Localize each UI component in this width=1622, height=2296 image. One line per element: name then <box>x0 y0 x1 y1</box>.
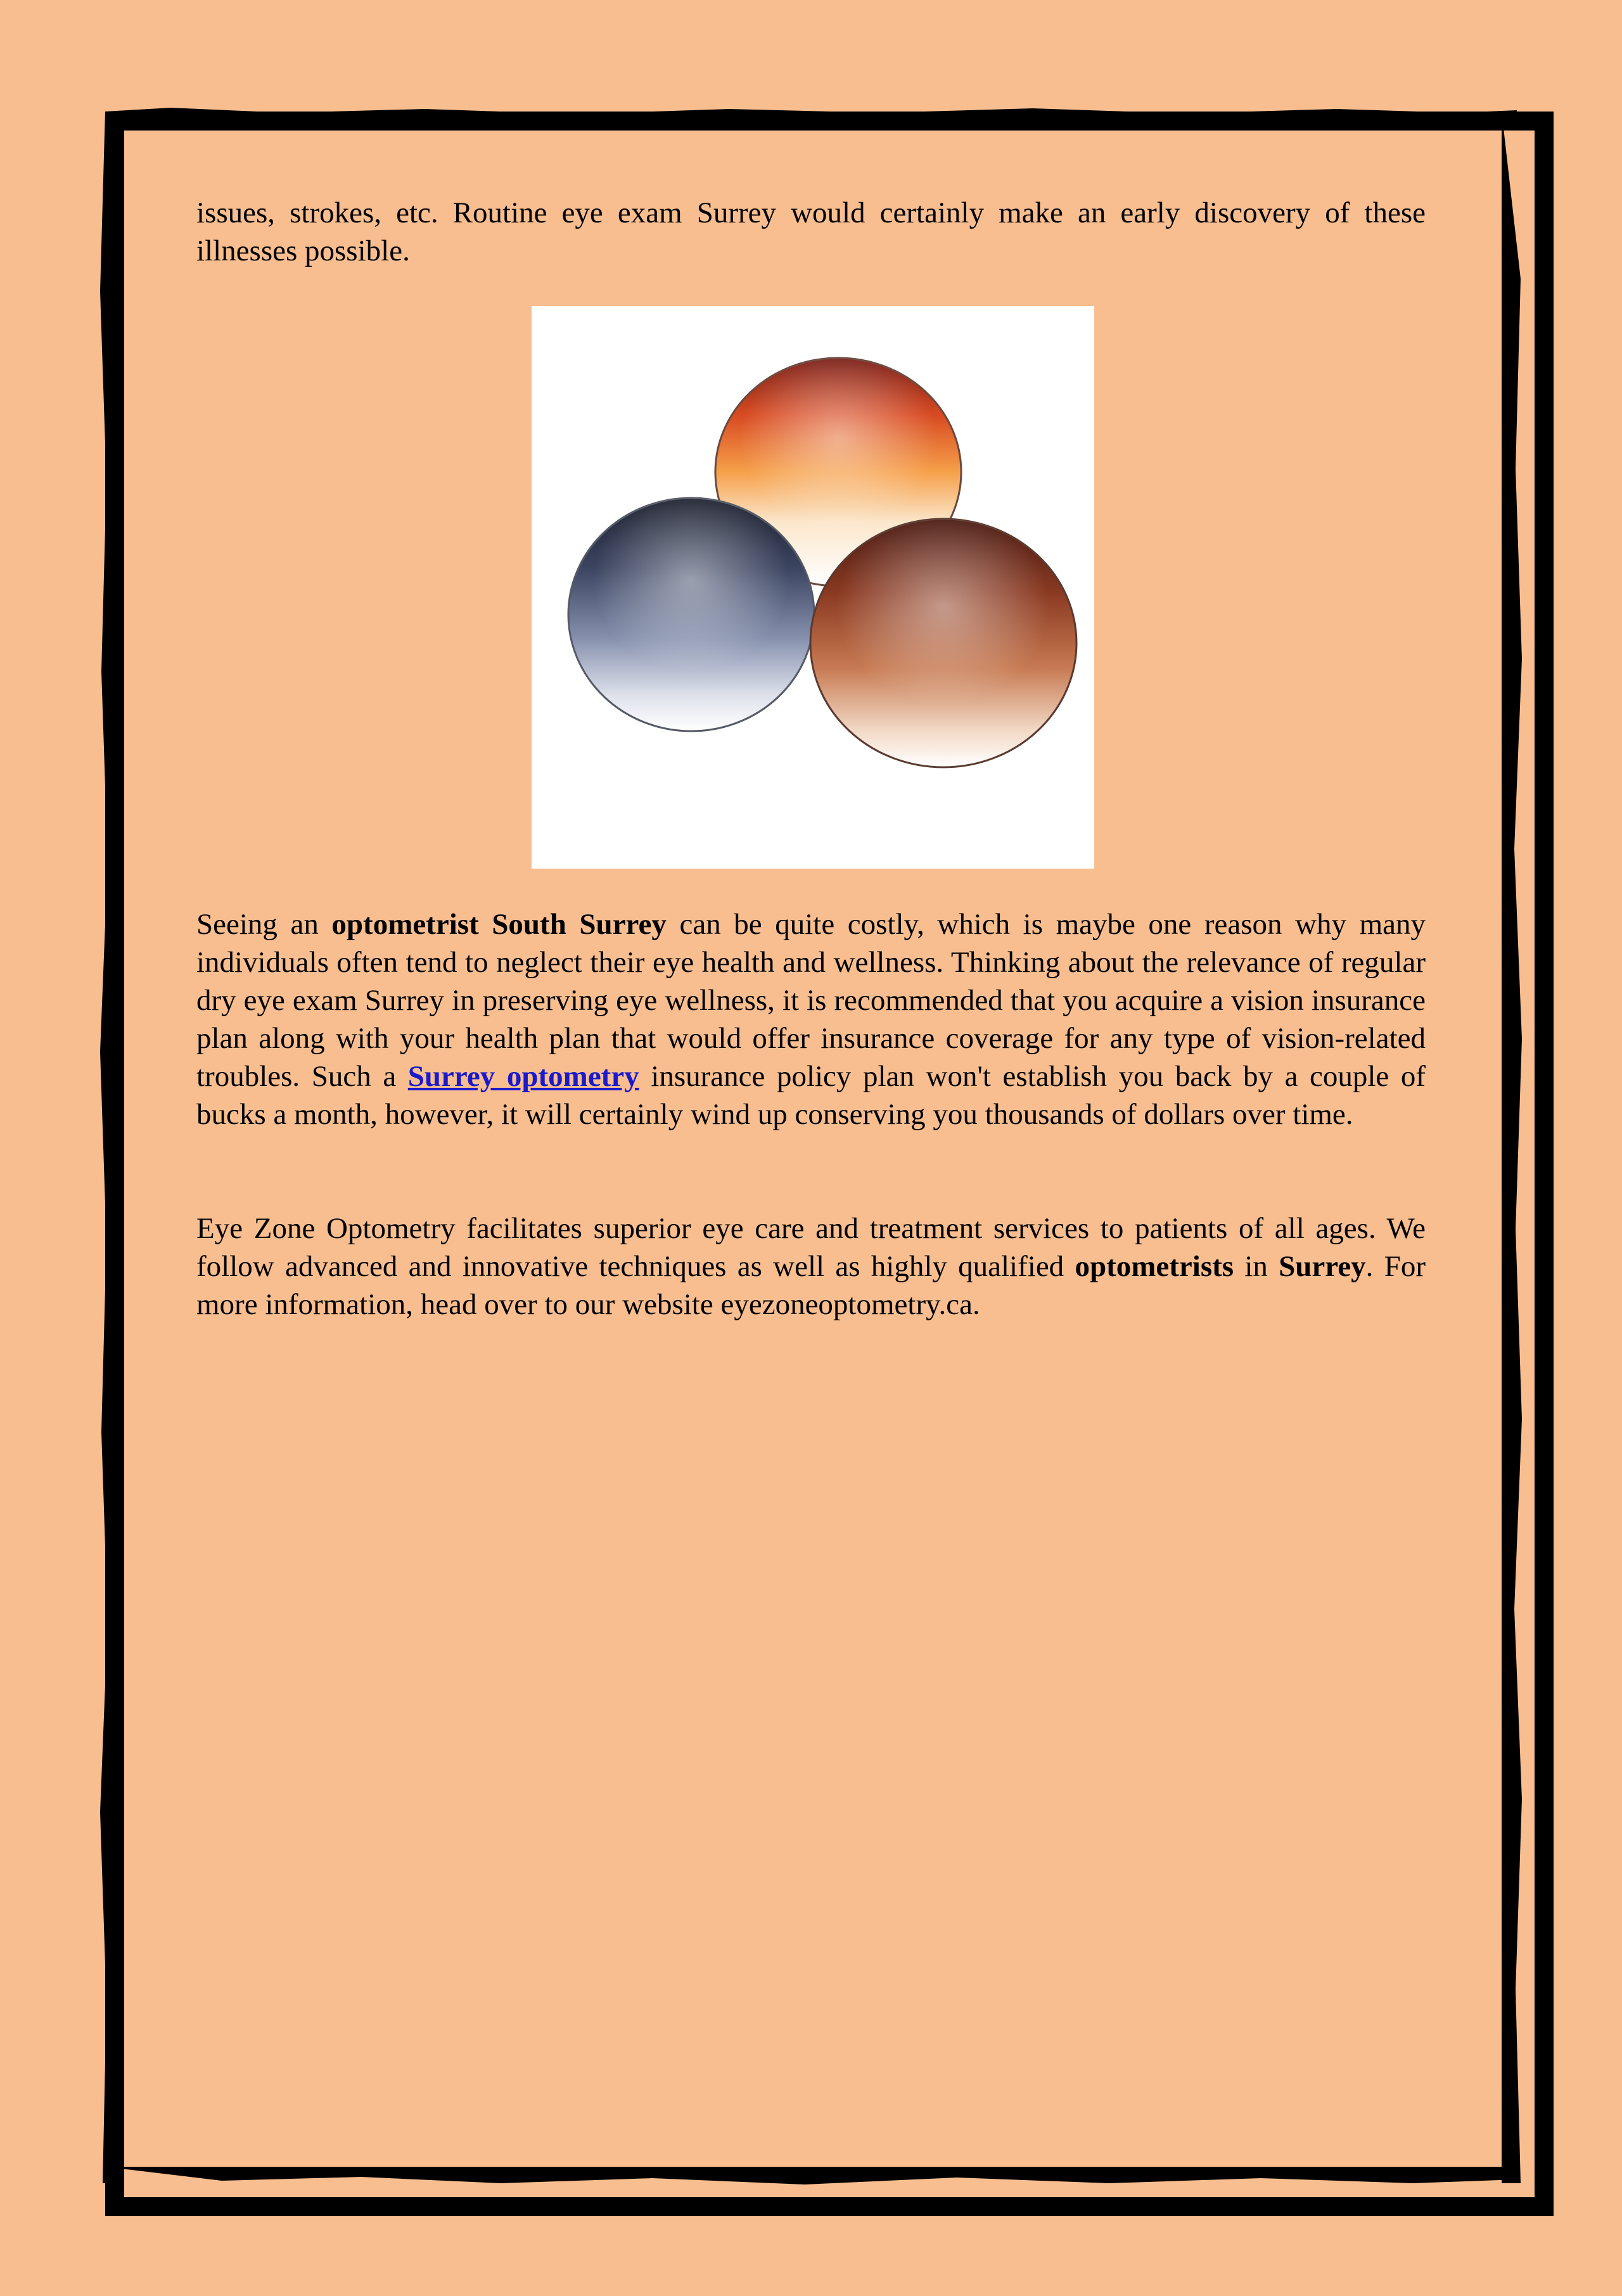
tinted-lenses-image <box>532 306 1094 869</box>
text-run: Seeing an <box>196 908 332 941</box>
bold-keyword-optometrist-south-surrey: optometrist South Surrey <box>331 908 667 941</box>
bold-keyword-optometrists: optometrists <box>1075 1250 1234 1283</box>
text-run: . For more information, head over to our website eyezoneoptometry.ca. <box>196 1250 1426 1321</box>
paragraph-insurance <box>196 905 1426 1133</box>
surrey-optometry-link[interactable]: Surrey optometry <box>407 1060 639 1093</box>
text-run: insurance policy plan won't establish you back by a couple of bucks a month, however, it will certainly wind up conserving you thousands of dollars over time. <box>196 1060 1426 1131</box>
text-run: in <box>1234 1250 1279 1283</box>
text-run: Eye Zone Optometry facilitates superior eye care and treatment services to patients of all ages. We follow advanced and innovative techniques as well as highly qualified <box>196 1212 1426 1283</box>
bold-keyword-surrey: Surrey <box>1279 1250 1366 1283</box>
document-body <box>196 194 1426 1323</box>
paragraph-about-eye-zone <box>196 1209 1426 1323</box>
text-run: can be quite costly, which is maybe one reason why many individuals often tend to neglect their eye health and wellness. Thinking about the relevance of regular dry eye exam Surrey in preserving eye wellness, it is recommended that you acquire a vision insurance plan along with your health plan that would offer insurance coverage for any type of vision-related troubles. Such a <box>196 908 1426 1093</box>
paragraph-intro-continuation: issues, strokes, etc. Routine eye exam Surrey would certainly make an early discovery of these illnesses possible. <box>196 196 1426 267</box>
